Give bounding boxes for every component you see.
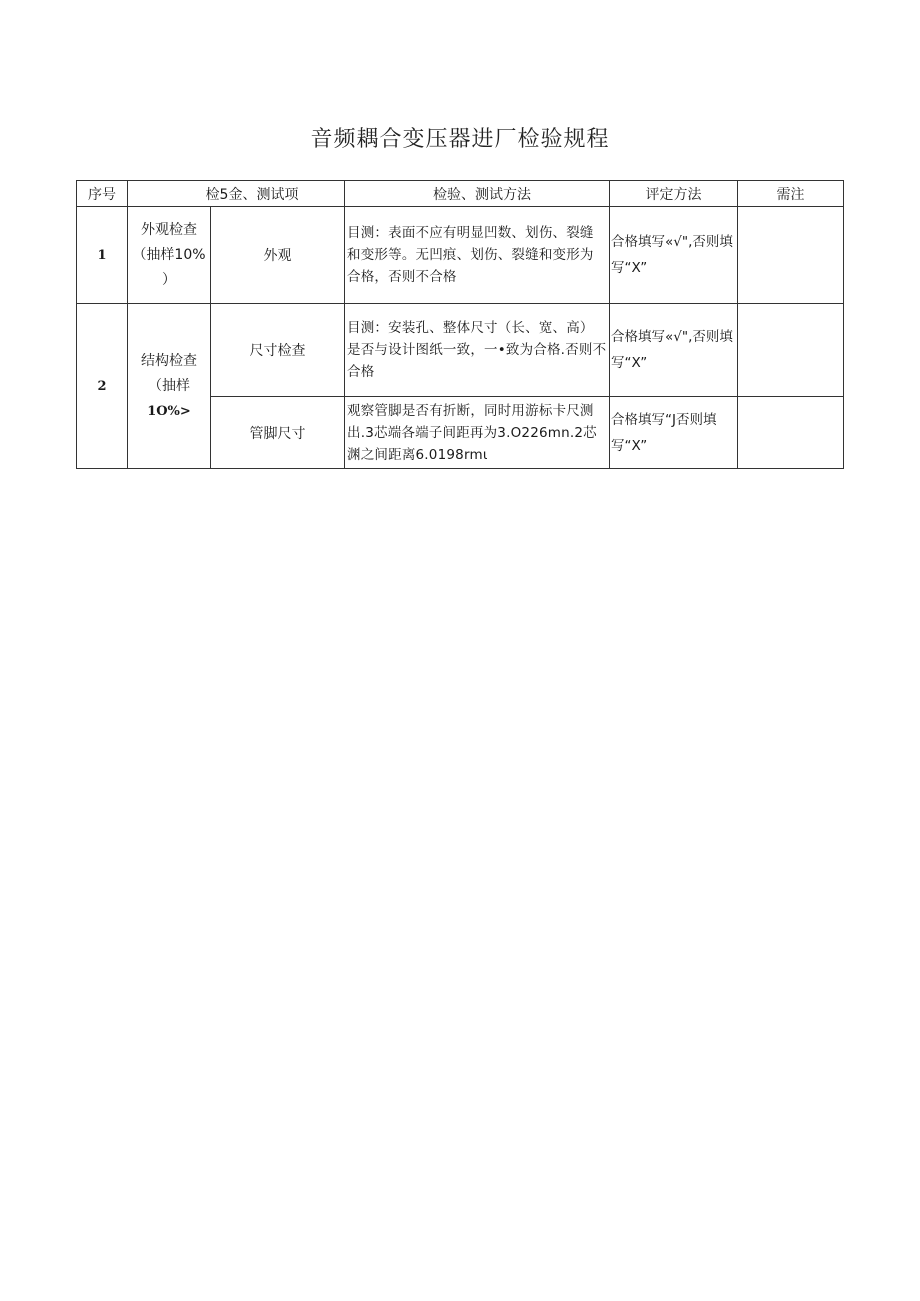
row-test-item: 管脚尺寸 — [211, 397, 345, 469]
category-line: ） — [162, 271, 176, 288]
row-evaluation: 合格填写«√",否则填写“X” — [610, 304, 738, 397]
page-title: 音频耦合变压器进厂检验规程 — [310, 127, 610, 152]
row-remark — [738, 304, 844, 397]
row-method: 目测：表面不应有明显凹数、划伤、裂缝和变形等。无凹痕、划伤、裂缝和变形为合格，否则不合格 — [345, 207, 610, 304]
category-line: 结构检查 — [141, 352, 197, 369]
table-row — [77, 304, 844, 397]
header-test-item-label: 检5金、测试项 — [205, 186, 299, 203]
row-category — [128, 304, 211, 469]
row-seq: 1 — [77, 207, 128, 304]
row-remark — [738, 207, 844, 304]
row-evaluation: 合格填写“J否则填写“X” — [610, 397, 738, 469]
category-line: （抽样 — [148, 377, 190, 394]
row-seq: 2 — [77, 304, 128, 469]
header-test-item — [128, 181, 345, 207]
inspection-table — [76, 180, 844, 469]
category-line: 1O%> — [147, 403, 191, 419]
table-row — [77, 207, 844, 304]
row-method: 观察管脚是否有折断，同时用游标卡尺测出.3芯端各端子间距再为3.O226mn.2芯渊之间距离6.0198rmι — [345, 397, 610, 469]
header-evaluation: 评定方法 — [610, 181, 738, 207]
row-test-item: 尺寸检查 — [211, 304, 345, 397]
category-line: （抽样10% — [132, 246, 206, 263]
header-method: 检验、测试方法 — [345, 181, 610, 207]
category-line: 外观检查 — [141, 221, 197, 238]
row-evaluation: 合格填写«√",否则填写“X” — [610, 207, 738, 304]
row-test-item: 外观 — [211, 207, 345, 304]
row-remark — [738, 397, 844, 469]
table-header-row — [77, 181, 844, 207]
row-method: 目测：安装孔、整体尺寸（长、宽、高）是否与设计图纸一致，一•致为合格.否则不合格 — [345, 304, 610, 397]
header-seq: 序号 — [77, 181, 128, 207]
header-remark: 需注 — [738, 181, 844, 207]
row-category — [128, 207, 211, 304]
